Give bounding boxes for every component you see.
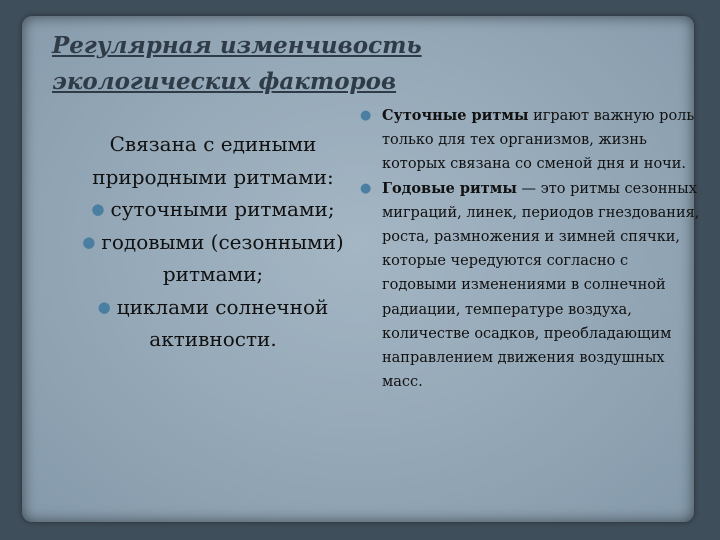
slide-title: Регулярная изменчивость экологических факторов (52, 32, 422, 95)
left-list-item-label: годовыми (сезонными) ритмами; (101, 229, 344, 286)
left-list-item-2 (48, 226, 378, 291)
right-list-item-2 (360, 177, 702, 395)
term-daily-rhythms: Суточные ритмы (382, 107, 529, 124)
term-annual-rhythms: Годовые ритмы (382, 179, 517, 197)
bullet-icon: ● (360, 180, 372, 196)
bullet-icon: ● (97, 297, 111, 316)
right-item-text: играют важную роль только для тех организмов, жизнь которых связана со сменой дня и ночи. (382, 108, 695, 173)
right-list-item-1 (360, 104, 702, 177)
left-list-item-label: циклами солнечной активности. (116, 294, 329, 351)
intro-line-1: Связана с едиными (109, 132, 317, 156)
left-column (48, 128, 378, 356)
bullet-icon: ● (360, 108, 372, 123)
left-list-item-label: суточными ритмами; (110, 197, 335, 221)
left-list-item-3 (48, 291, 378, 356)
bullet-icon: ● (91, 200, 105, 218)
intro-line-2: природными ритмами: (92, 164, 334, 189)
right-item-text: — это ритмы сезонных миграций, линек, периодов гнездования, роста, размножения и зимней спячки, которые чередуются согласно с годовыми изменениями в солнечной радиации, температуре воздуха, количестве осадков, преобладающим направлением движения воздушных масс. (382, 180, 700, 391)
left-list-item-1 (48, 193, 378, 226)
bullet-icon: ● (82, 232, 96, 251)
right-column (360, 104, 702, 394)
